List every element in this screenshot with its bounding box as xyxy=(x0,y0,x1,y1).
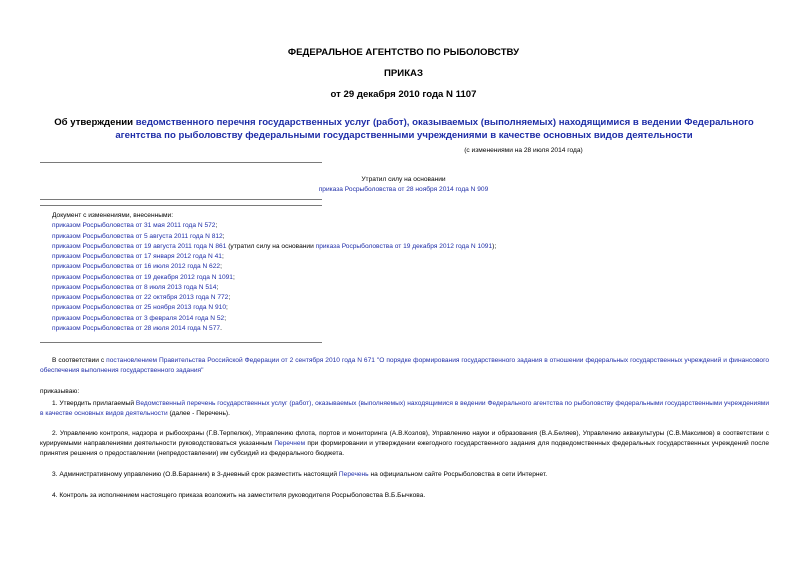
basis-link[interactable]: постановлением Правительства Российской Федерации от 2 сентября 2010 года N 671 "О порядке формирования государственного задания в отношении федеральных государственных учреждений и финансового обеспечения выполнения государственного задания" xyxy=(40,357,769,375)
divider-rule xyxy=(40,342,322,343)
change-link[interactable]: приказом Росрыболовства от 8 июля 2013 года N 514 xyxy=(52,283,217,291)
change-link[interactable]: приказом Росрыболовства от 22 октября 2013 года N 772 xyxy=(52,294,229,301)
doc-title-prefix: Об утверждении xyxy=(54,117,136,128)
change-link[interactable]: приказом Росрыболовства от 3 февраля 2014 года N 52 xyxy=(52,314,225,322)
paragraph-basis: В соответствии с постановлением Правительства Российской Федерации от 2 сентября 2010 года N 671 "О порядке формирования государственного задания в отношении федеральных государственных учреждений и финансового обеспечения выполнения государственного задания" xyxy=(40,357,769,375)
change-link[interactable]: приказом Росрыболовства от 16 июля 2012 года N 622 xyxy=(52,263,221,271)
list-item: приказом Росрыболовства от 5 августа 2011 года N 812; xyxy=(52,232,225,240)
change-link[interactable]: приказом Росрыболовства от 25 ноября 2013 года N 910 xyxy=(52,304,226,312)
list-item: приказом Росрыболовства от 8 июля 2013 года N 514; xyxy=(52,283,219,291)
doc-title-link[interactable]: ведомственного перечня государственных услуг (работ), оказываемых (выполняемых) находящимися в ведении Федерального агентства по рыболовству федеральными государственными учреждениями в качестве основных видов деятельности xyxy=(115,117,754,141)
paragraph-4: 4. Контроль за исполнением настоящего приказа возложить на заместителя руководителя Росрыболовства В.Б.Бычкова. xyxy=(52,492,426,499)
lost-force-line1: Утратил силу на основании xyxy=(361,176,446,183)
changes-heading: Документ с изменениями, внесенными: xyxy=(52,212,174,219)
change-link[interactable]: приказом Росрыболовства от 17 января 2012 года N 41 xyxy=(52,253,222,260)
list-item: приказом Росрыболовства от 19 декабря 2012 года N 1091; xyxy=(52,273,235,281)
change-link[interactable]: приказом Росрыболовства от 19 августа 2011 года N 861 xyxy=(52,242,227,250)
paragraph-2: 2. Управлению контроля, надзора и рыбоохраны (Г.В.Терпелюк), Управлению флота, портов и мониторинга (А.В.Козлов), Управлению науки и образования (В.А.Беляев), Управлению аквакультуры (С.В.Максимов) в соответствии с курируемыми направлениями деятельности руководствоваться указанным Перечнем при формировании и утверждении ежегодного государственного задания для подведомственных федеральных государственных учреждений после принятия решения о предоставлении (непредоставлении) им субсидий из федерального бюджета. xyxy=(40,430,770,458)
list-item: приказом Росрыболовства от 28 июля 2014 года N 577. xyxy=(52,324,222,332)
amendment-note: (с изменениями на 28 июля 2014 года) xyxy=(464,147,583,154)
list-link[interactable]: Ведомственный перечень государственных услуг (работ), оказываемых (выполняемых) находящимися в ведении Федерального агентства по рыболовству федеральными государственными учреждениями в качестве основных видов деятельности xyxy=(40,400,769,418)
list-item: приказом Росрыболовства от 19 августа 2011 года N 861 (утратил силу на основании приказа Росрыболовства от 19 декабря 2012 года N 1091); xyxy=(52,242,497,250)
paragraph-3: 3. Административному управлению (О.В.Баранник) в 3-дневный срок разместить настоящий Перечень на официальном сайте Росрыболовства в сети Интернет. xyxy=(52,471,548,478)
list-link[interactable]: Перечнем xyxy=(274,440,306,448)
list-item: приказом Росрыболовства от 31 мая 2011 года N 572; xyxy=(52,222,218,230)
change-link[interactable]: приказом Росрыболовства от 28 июля 2014 года N 577 xyxy=(52,324,221,332)
list-item: приказом Росрыболовства от 22 октября 2013 года N 772; xyxy=(52,294,231,301)
lost-force-line2[interactable] xyxy=(0,186,807,193)
change-link[interactable]: приказа Росрыболовства от 19 декабря 2012 года N 1091 xyxy=(315,242,493,250)
list-item: приказом Росрыболовства от 16 июля 2012 года N 622; xyxy=(52,263,222,271)
lost-force-link[interactable]: приказа Росрыболовства от 28 ноября 2014 года N 909 xyxy=(318,186,489,193)
list-item: приказом Росрыболовства от 17 января 2012 года N 41; xyxy=(52,253,224,260)
order-word: приказываю: xyxy=(40,388,80,395)
divider-rule xyxy=(40,199,322,200)
change-link[interactable]: приказом Росрыболовства от 5 августа 2011 года N 812 xyxy=(52,232,223,240)
list-item: приказом Росрыболовства от 3 февраля 2014 года N 52; xyxy=(52,314,227,322)
agency-heading: ФЕДЕРАЛЬНОЕ АГЕНТСТВО ПО РЫБОЛОВСТВУ xyxy=(287,47,520,58)
list-item: приказом Росрыболовства от 25 ноября 2013 года N 910; xyxy=(52,304,228,312)
changes-list xyxy=(52,211,496,334)
doc-title xyxy=(40,117,768,142)
paragraph-1: 1. Утвердить прилагаемый Ведомственный перечень государственных услуг (работ), оказываемых (выполняемых) находящимися в ведении Федерального агентства по рыболовству федеральными государственными учреждениями в качестве основных видов деятельности (далее - Перечень). xyxy=(40,400,769,418)
divider-rule xyxy=(40,205,322,206)
doc-type-heading: ПРИКАЗ xyxy=(384,68,423,79)
doc-date-heading: от 29 декабря 2010 года N 1107 xyxy=(330,89,477,100)
change-link[interactable]: приказом Росрыболовства от 19 декабря 2012 года N 1091 xyxy=(52,273,233,281)
divider-rule xyxy=(40,162,322,163)
list-link[interactable]: Перечень xyxy=(338,471,369,478)
change-link[interactable]: приказом Росрыболовства от 31 мая 2011 года N 572 xyxy=(52,222,216,230)
